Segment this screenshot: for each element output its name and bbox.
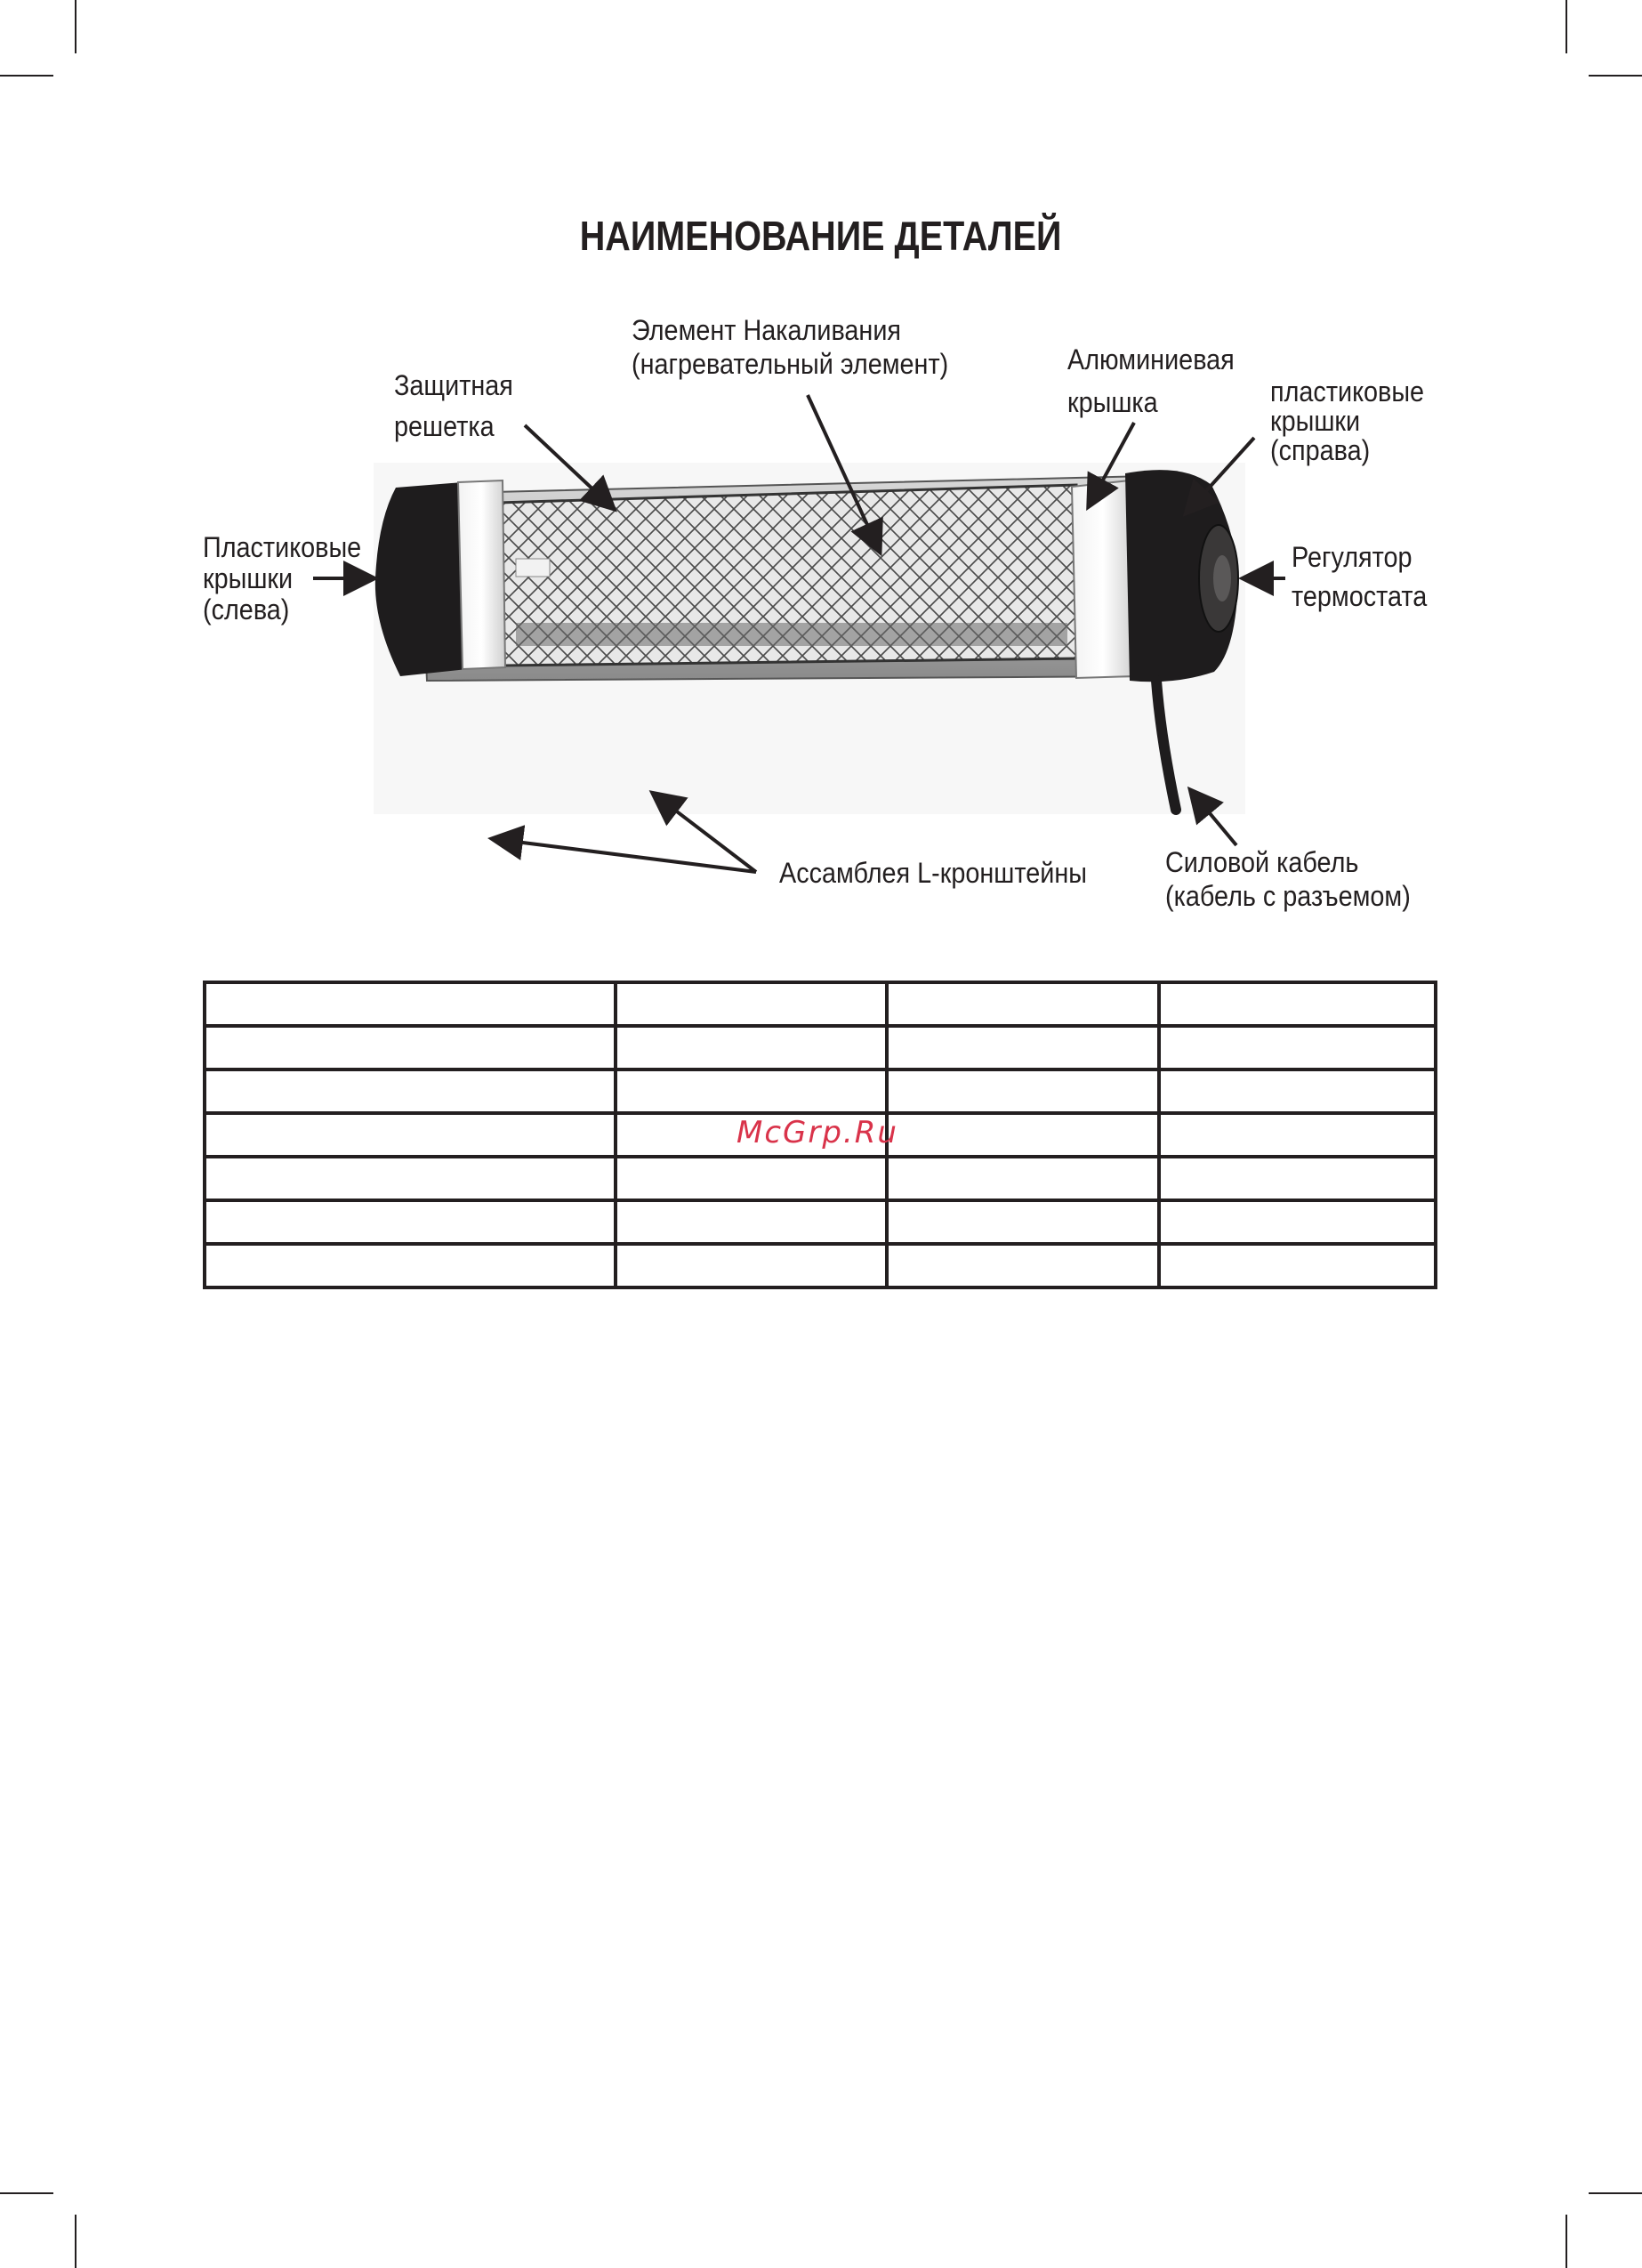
left-aluminium-cover — [458, 480, 505, 669]
table-cell — [887, 1157, 1159, 1200]
table-cell — [1159, 1069, 1436, 1113]
heating-element-rod — [516, 623, 1067, 646]
table-cell — [616, 1157, 887, 1200]
crop-mark — [1589, 2192, 1642, 2194]
table-cell — [616, 1244, 887, 1287]
table-row — [205, 1200, 1436, 1244]
table-cell — [616, 1026, 887, 1069]
table-cell — [1159, 1244, 1436, 1287]
table-cell — [205, 1026, 616, 1069]
crop-mark — [0, 2192, 53, 2194]
table-row — [205, 1026, 1436, 1069]
table-cell — [887, 1026, 1159, 1069]
label-aluminium-cover: Алюминиевая крышка — [1067, 343, 1235, 418]
element-holder — [516, 559, 550, 577]
table-row — [205, 982, 1436, 1026]
table-row — [205, 1157, 1436, 1200]
table-row — [205, 1244, 1436, 1287]
table-row — [205, 1069, 1436, 1113]
table-cell — [1159, 1113, 1436, 1157]
table-cell — [205, 1244, 616, 1287]
table-cell — [887, 1113, 1159, 1157]
label-heating-element: Элемент Накаливания (нагревательный элемент) — [632, 314, 949, 380]
label-plastic-caps-right: пластиковые крышки (справа) — [1270, 375, 1425, 466]
watermark: McGrp.Ru — [736, 1115, 898, 1150]
page-title: НАИМЕНОВАНИЕ ДЕТАЛЕЙ — [579, 213, 1062, 259]
table-cell — [205, 1113, 616, 1157]
right-aluminium-cover — [1072, 480, 1134, 678]
table-cell — [887, 982, 1159, 1026]
table-cell — [205, 1200, 616, 1244]
left-plastic-cap — [375, 482, 467, 676]
table-cell — [887, 1244, 1159, 1287]
table-cell — [205, 1069, 616, 1113]
table-cell — [1159, 1200, 1436, 1244]
crop-mark — [75, 2215, 76, 2268]
table-cell — [616, 1069, 887, 1113]
label-thermostat: Регулятор термостата — [1292, 541, 1428, 612]
heater-illustration — [0, 0, 1642, 979]
table-cell — [887, 1069, 1159, 1113]
table-cell — [205, 982, 616, 1026]
table-cell — [887, 1200, 1159, 1244]
table-cell — [616, 1200, 887, 1244]
label-power-cable: Силовой кабель (кабель с разъемом) — [1165, 846, 1411, 912]
table-cell — [1159, 1157, 1436, 1200]
table-cell — [1159, 1026, 1436, 1069]
label-l-brackets: Ассамблея L-кронштейны — [779, 857, 1087, 889]
thermostat-knob-center — [1213, 555, 1231, 601]
table-cell — [1159, 982, 1436, 1026]
table-cell — [205, 1157, 616, 1200]
label-protective-grid: Защитная решетка — [394, 369, 513, 442]
crop-mark — [1566, 2215, 1567, 2268]
label-plastic-caps-left: Пластиковые крышки (слева) — [203, 531, 362, 626]
table-cell — [616, 982, 887, 1026]
